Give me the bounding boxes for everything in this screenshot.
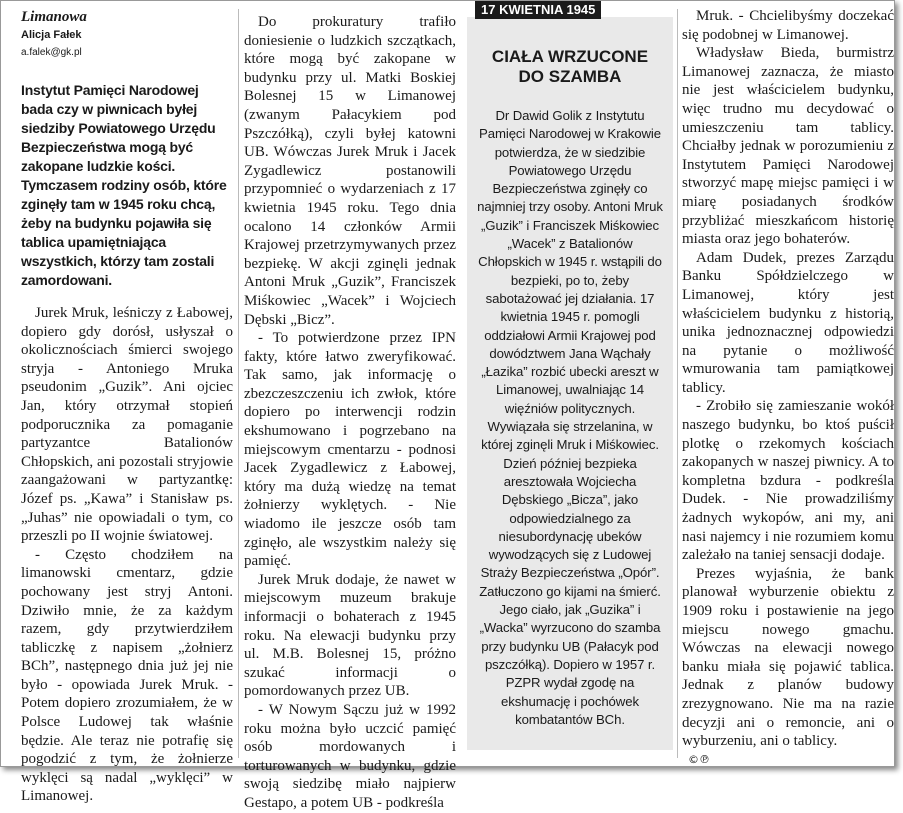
column-1-body xyxy=(21,304,233,806)
paragraph-text: Prezes wyjaśnia, że bank planował wyburzenie obiektu z 1909 roku i postawienie na jego miejscu nowego gmachu. Wówczas na elewacji nowego banku miała się pojawić tablica. Jednak z planów budowy zrezygnowano. Nie ma na razie decyzji ani o remoncie, ani o wyburzeniu, ani o tablicy. xyxy=(682,565,894,750)
sidebar-title-line: CIAŁA WRZUCONE xyxy=(491,47,649,66)
sidebar-title xyxy=(467,47,673,87)
sidebar-box-column xyxy=(467,1,673,762)
paragraph: Do prokuratury trafiło doniesienie o ludzkich szczątkach, które mogą być zakopane w budynku przy ul. Matki Boskiej Bolesnej 15 w Limanowej (zwanym Pałacykiem pod Pszczółką), czyli byłej katowni UB. Wówczas Jurek Mruk i Jacek Zygadlewicz postanowili przypomnieć o wydarzeniach z 17 kwietnia 1945 roku. Tego dnia ocalono 14 członków Armii Krajowej przetrzymywanych przez bezpiekę. W akcji zginęli jednak Antoni Mruk „Guzik”, Franciszek Miśkowiec „Wacek” i Wojciech Dębski „Bicz”. xyxy=(244,14,456,328)
column-2 xyxy=(244,1,456,811)
sidebar-text: Dr Dawid Golik z Instytutu Pamięci Narodowej w Krakowie potwierdza, że w siedzibie Powiatowego Urzędu Bezpieczeństwa zginęły co najmniej trzy osoby. Antoni Mruk „Guzik” i Franciszek Miśkowiec „Wacek” z Batalionów Chłopskich w 1945 r. wstąpili do bezpieki, po to, żeby sabotażować jej działania. 17 kwietnia 1945 r. pomogli oddziałowi Armii Krajowej pod dowództwem Jana Wąchały „Łazika” rozbić ubecki areszt w Limanowej, uwalniając 14 więźniów politycznych. Wywiązała się strzelanina, w której zginęli Mruk i Miśkowiec. Dzień później bezpieka aresztowała Wojciecha Dębskiego „Bicza”, jako odpowiedzialnego za niesubordynację ubeków wywodzących się z Ludowej Straży Bezpieczeństwa „Opór”. Zatłuczono go kijami na śmierć. Jego ciało, jak „Guzika” i „Wacka” wyrzucono do szamba przy budynku UB (Pałacyk pod pszczółką). Dopiero w 1957 r. PZPR wydał zgodę na ekshumację i pochówek kombatantów BCh. xyxy=(477,108,663,727)
column-1 xyxy=(21,1,233,805)
date-label: 17 KWIETNIA 1945 xyxy=(475,1,601,19)
paragraph xyxy=(682,565,894,751)
copyright-mark: ©℗ xyxy=(688,752,710,766)
column-2-body xyxy=(244,13,456,813)
paragraph: Adam Dudek, prezes Zarządu Banku Spółdzielczego w Limanowej, który jest właścicielem budynku z historią, unika jednoznacznej odpowiedzi na pytanie o możliwość wmurowania tam pamiątkowej tablicy. xyxy=(682,249,894,396)
article-lead: Instytut Pamięci Narodowej bada czy w piwnicach byłej siedziby Powiatowego Urzędu Bezpieczeństwa mogą być zakopane ludzkie kości. Tymczasem rodziny osób, które zginęły tam w 1945 roku chcą, żeby na budynku pojawiła się tablica upamiętniająca wszystkich, którzy tam zostali zamordowani. xyxy=(21,82,227,288)
paragraph: - Często chodziłem na limanowski cmentarz, gdzie pochowany jest stryj Antoni. Dziwiło mnie, że za każdym razem, gdy przytwierdziłem tabliczkę z napisem „żołnierz BCh”, następnego dnia już jej nie było - opowiada Jurek Mruk. - Potem dopiero zrozumiałem, że w Polsce Ludowej tak właśnie będzie. Ale teraz nie potrafię się pogodzić z tym, że żołnierze wyklęci są nadal „wyklęci” w Limanowej. xyxy=(21,546,233,805)
paragraph: - To potwierdzone przez IPN fakty, które łatwo zweryfikować. Tak samo, jak informację o zbezczeszczeniu ich zwłok, które dopiero po interwencji rodzin ekshumowano i pogrzebano na miejscowym cmentarzu - podnosi Jacek Zygadlewicz z Łabowej, który ma dużą wiedzę na temat żołnierzy wyklętych. - Nie wiadomo ile jeszcze osób tam zginęło, ale wszystkim należy się pamięć. xyxy=(244,330,456,570)
paragraph: Jurek Mruk, leśniczy z Łabowej, dopiero gdy dorósł, usłyszał o okolicznościach śmierci swojego stryja - Antoniego Mruka pseudonim „Guzik”. Ani ojciec Jan, który otrzymał stopień podporucznika za pomaganie partyzantce Batalionów Chłopskich, ani pozostali stryjowie zaangażowani w partyzantkę: Józef ps. „Kawa” i Stanisław ps. „Juhas” nie opowiadali o tym, co przeszli po II wojnie światowej. xyxy=(21,305,233,545)
paragraph: Władysław Bieda, burmistrz Limanowej zaznacza, że miasto nie jest właścicielem budynku, więc trudno mu decydować o umieszczeniu tam tablicy. Chciałby jednak w porozumieniu z Instytutem Pamięci Narodowej stworzyć mapę miejsc pamięci i w miarę posiadanych środków przybliżać mieszkańcom historię miasta oraz jego bohaterów. xyxy=(682,45,894,248)
article-city: Limanowa xyxy=(21,9,87,25)
column-divider xyxy=(238,9,239,758)
column-4 xyxy=(682,1,894,766)
article-author: Alicja Fałek xyxy=(21,29,82,41)
paragraph: Mruk. - Chcielibyśmy doczekać się podobnej w Limanowej. xyxy=(682,8,894,43)
paragraph: - W Nowym Sączu już w 1992 roku można było uczcić pamięć osób mordowanych i torturowanych w budynku, gdzie swoją siedzibę miało najpierw Gestapo, a potem UB - podkreśla xyxy=(244,701,456,811)
sidebar-title-line: DO SZAMBA xyxy=(518,67,622,86)
sidebar-box xyxy=(467,17,673,750)
paragraph: Jurek Mruk dodaje, że nawet w miejscowym muzeum brakuje informacji o bohaterach z 1945 roku. Na elewacji budynku przy ul. M.B. Bolesnej 15, próżno szukać informacji o pomordowanych przez UB. xyxy=(244,571,456,700)
column-divider xyxy=(677,9,678,758)
paragraph: - Zrobiło się zamieszanie wokół naszego budynku, bo ktoś puścił plotkę o rzekomych kościach zakopanych w naszej piwnicy. A to kompletna bzdura - podkreśla Dudek. - Nie prowadziliśmy żadnych wykopów, ani my, ani nasi najemcy i nie rozumiem komu zależało na taniej sensacji dodaje. xyxy=(682,398,894,564)
column-4-body xyxy=(682,7,894,769)
author-email: a.falek@gk.pl xyxy=(21,47,82,58)
